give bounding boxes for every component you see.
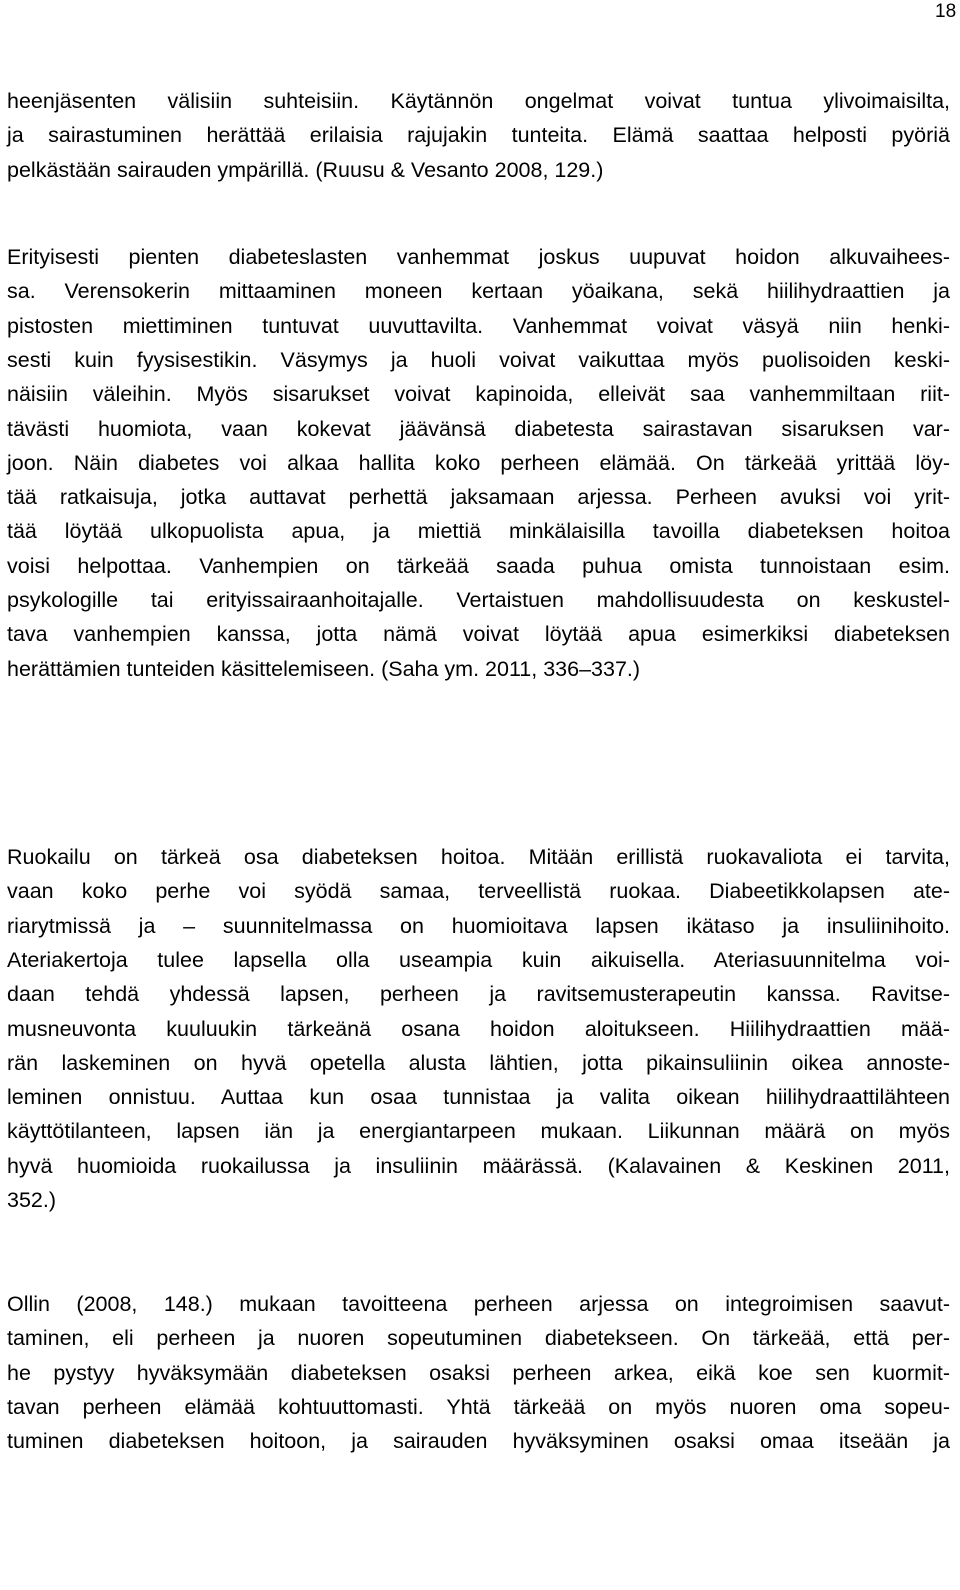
- text-line: sa. Verensokerin mittaaminen moneen kertaan yöaikana, sekä hiilihydraattien ja: [7, 279, 950, 304]
- text-line: Erityisesti pienten diabeteslasten vanhemmat joskus uupuvat hoidon alkuvaihees-: [7, 245, 950, 269]
- text-line: näisiin väleihin. Myös sisarukset voivat kapinoida, elleivät saa vanhemmiltaan riit-: [7, 382, 950, 407]
- text-line: musneuvonta kuuluukin tärkeänä osana hoidon aloitukseen. Hiilihydraattien mää-: [7, 1016, 950, 1041]
- text-line: tää löytää ulkopuolista apua, ja miettiä minkälaisilla tavoilla diabeteksen hoitoa: [7, 519, 950, 544]
- text-line: tuminen diabeteksen hoitoon, ja sairauden hyväksyminen osaksi omaa itseään ja: [7, 1429, 950, 1454]
- text-line: sesti kuin fyysisestikin. Väsymys ja huoli voivat vaikuttaa myös puolisoiden keski-: [7, 347, 950, 372]
- text-line: voisi helpottaa. Vanhempien on tärkeää saada puhua omista tunnoistaan esim.: [7, 553, 950, 578]
- text-line: tavan perheen elämää kohtuuttomasti. Yhtä tärkeää on myös nuoren oma sopeu-: [7, 1394, 950, 1419]
- text-line: ja sairastuminen herättää erilaisia rajujakin tunteita. Elämä saattaa helposti pyöriä: [7, 123, 950, 148]
- text-line: 352.): [7, 1188, 57, 1212]
- text-line: riarytmissä ja – suunnitelmassa on huomioitava lapsen ikätaso ja insuliinihoito.: [7, 913, 950, 938]
- text-line: tävästi huomiota, vaan kokevat jäävänsä diabetesta sairastavan sisaruksen var-: [7, 416, 950, 441]
- text-line: psykologille tai erityissairaanhoitajalle. Vertaistuen mahdollisuudesta on keskustel-: [7, 588, 950, 612]
- text-line: Ruokailu on tärkeä osa diabeteksen hoitoa. Mitään erillistä ruokavaliota ei tarvita,: [7, 845, 950, 869]
- text-line: heenjäsenten välisiin suhteisiin. Käytännön ongelmat voivat tuntua ylivoimaisilta,: [7, 89, 950, 113]
- text-line: hyvä huomioida ruokailussa ja insuliinin määrässä. (Kalavainen & Keskinen 2011,: [7, 1153, 950, 1178]
- text-line: joon. Näin diabetes voi alkaa hallita koko perheen elämää. On tärkeää yrittää löy-: [7, 450, 950, 475]
- text-line: tava vanhempien kanssa, jotta nämä voivat löytää apua esimerkiksi diabeteksen: [7, 622, 950, 647]
- text-line: rän laskeminen on hyvä opetella alusta lähtien, jotta pikainsuliinin oikea annoste-: [7, 1050, 950, 1075]
- text-line: käyttötilanteen, lapsen iän ja energiantarpeen mukaan. Liikunnan määrä on myös: [7, 1119, 950, 1144]
- text-line: vaan koko perhe voi syödä samaa, terveellistä ruokaa. Diabeetikkolapsen ate-: [7, 879, 950, 904]
- text-line: taminen, eli perheen ja nuoren sopeutuminen diabetekseen. On tärkeää, että per-: [7, 1326, 950, 1351]
- text-line: leminen onnistuu. Auttaa kun osaa tunnistaa ja valita oikean hiilihydraattilähteen: [7, 1085, 950, 1110]
- page-number: 18: [935, 1, 957, 22]
- text-line: daan tehdä yhdessä lapsen, perheen ja ravitsemusterapeutin kanssa. Ravitse-: [7, 982, 950, 1007]
- text-line: he pystyy hyväksymään diabeteksen osaksi perheen arkea, eikä koe sen kuormit-: [7, 1360, 950, 1385]
- text-line: Ollin (2008, 148.) mukaan tavoitteena perheen arjessa on integroimisen saavut-: [7, 1292, 950, 1316]
- text-line: pelkästään sairauden ympärillä. (Ruusu & Vesanto 2008, 129.): [7, 157, 604, 182]
- text-line: tää ratkaisuja, jotka auttavat perhettä jaksamaan arjessa. Perheen avuksi voi yrit-: [7, 485, 950, 510]
- text-line: pistosten miettiminen tuntuvat uuvuttavilta. Vanhemmat voivat väsyä niin henki-: [7, 313, 950, 338]
- text-line: herättämien tunteiden käsittelemiseen. (Saha ym. 2011, 336–337.): [7, 656, 641, 681]
- text-line: Ateriakertoja tulee lapsella olla useampia kuin aikuisella. Ateriasuunnitelma voi-: [7, 947, 950, 972]
